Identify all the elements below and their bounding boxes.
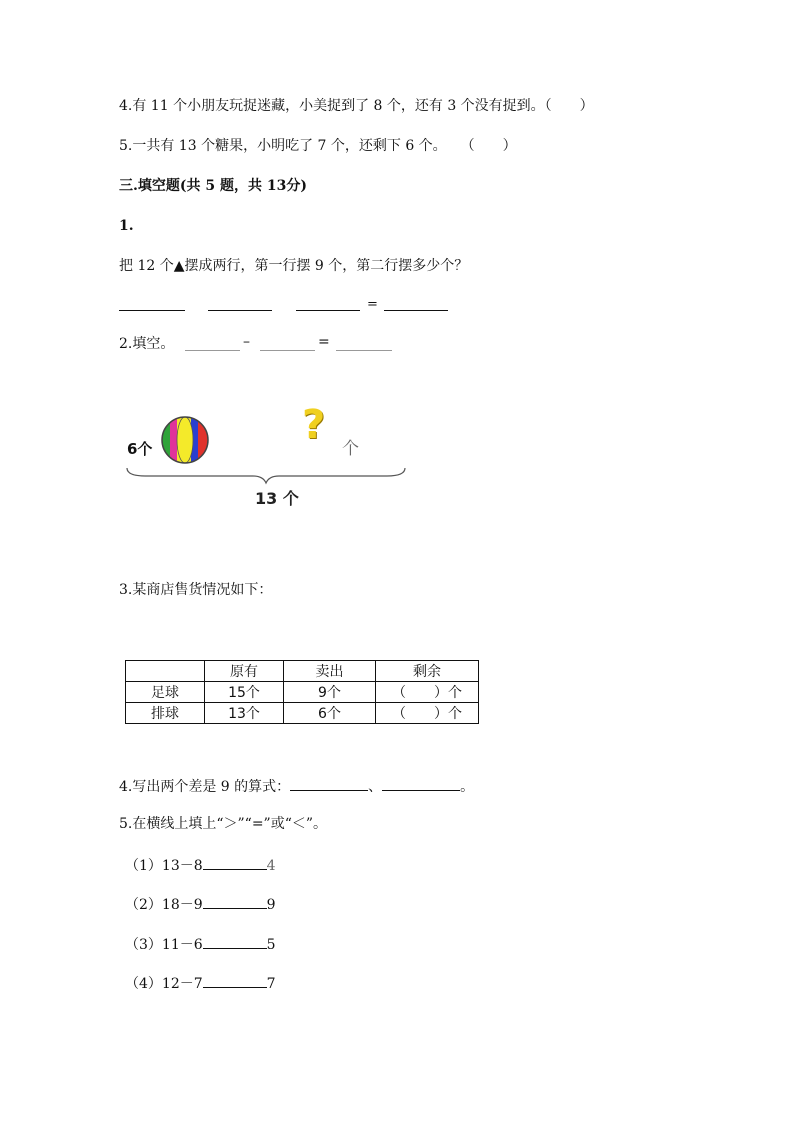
- q5-item-1: [125, 855, 276, 875]
- q2-prefix: 2.填空。: [119, 336, 175, 352]
- judge-item-5-text: 5.一共有 13 个糖果，小明吃了 7 个，还剩下 6 个。 （ ）: [119, 138, 517, 154]
- table-header-cell: [126, 661, 205, 682]
- q4-blank-1[interactable]: [290, 776, 368, 791]
- table-cell: 排球: [126, 703, 205, 724]
- q5-item-label: （2）18－9: [125, 897, 203, 913]
- q5-item-blank[interactable]: [203, 934, 267, 949]
- q1-blank-4[interactable]: [384, 296, 448, 311]
- q5-item-right: 5: [266, 937, 276, 953]
- section-heading: 三.填空题(共 5 题，共 13分): [119, 178, 307, 194]
- table-header-row: [126, 661, 479, 682]
- table-cell: 足球: [126, 682, 205, 703]
- q1-equals: =: [367, 297, 378, 312]
- question-mark-icon: ?: [302, 402, 326, 448]
- q5-item-label: （1）13－8: [125, 858, 203, 874]
- brace-icon: [125, 466, 407, 486]
- q5-item-label: （3）11－6: [125, 937, 203, 953]
- judge-item-5: [119, 137, 517, 155]
- q5-item-right: 4: [266, 858, 276, 874]
- table-cell: 9个: [284, 682, 376, 703]
- table-row: [126, 682, 479, 703]
- q5-text: 5.在横线上填上“＞”“=”或“＜”。: [119, 816, 328, 832]
- q4-prefix: 4.写出两个差是 9 的算式：: [119, 779, 291, 795]
- table-header-cell: 剩余: [376, 661, 479, 682]
- q2-figure: [120, 400, 410, 520]
- q1-number: 1.: [119, 218, 134, 234]
- q1-blank-3[interactable]: [296, 296, 360, 311]
- q5-item-right: 7: [266, 976, 276, 992]
- q5-item-label: （4）12－7: [125, 976, 203, 992]
- table-cell-answer[interactable]: （ ）个: [376, 682, 479, 703]
- q4-end: 。: [460, 779, 475, 795]
- q5-item-blank[interactable]: [203, 894, 267, 909]
- q5-item-3: [125, 934, 276, 954]
- q2-line: [119, 335, 174, 353]
- q5-item-blank[interactable]: [203, 855, 267, 870]
- q5-item-2: [125, 894, 276, 914]
- q1-text: 把 12 个▲摆成两行，第一行摆 9 个，第二行摆多少个？: [119, 258, 469, 274]
- ball-icon: [160, 415, 210, 465]
- table-cell: 6个: [284, 703, 376, 724]
- judge-item-4-text: 4.有 11 个小朋友玩捉迷藏，小美捉到了 8 个，还有 3 个没有捉到。（ ）: [119, 98, 594, 114]
- q5-item-blank[interactable]: [203, 973, 267, 988]
- right-count-label: 个: [342, 439, 359, 459]
- table-cell-answer[interactable]: （ ）个: [376, 703, 479, 724]
- q2-blank-2[interactable]: [260, 336, 315, 351]
- table-row: [126, 703, 479, 724]
- table-cell: 15个: [205, 682, 284, 703]
- q5-item-4: [125, 973, 276, 993]
- left-count-label: 6个: [127, 440, 153, 458]
- total-count-label: 13 个: [255, 489, 299, 508]
- q1-blank-2[interactable]: [208, 296, 272, 311]
- q2-equals: =: [318, 334, 330, 350]
- q1-blank-1[interactable]: [119, 296, 185, 311]
- sales-table: [125, 660, 479, 724]
- q4-blank-2[interactable]: [382, 776, 460, 791]
- judge-item-4: [119, 97, 594, 115]
- q2-blank-1[interactable]: [185, 336, 240, 351]
- table-header-cell: 卖出: [284, 661, 376, 682]
- q5-item-right: 9: [266, 897, 276, 913]
- q2-minus: –: [243, 334, 250, 350]
- table-header-cell: 原有: [205, 661, 284, 682]
- q2-blank-3[interactable]: [336, 336, 392, 351]
- table-cell: 13个: [205, 703, 284, 724]
- q4-line: [119, 776, 474, 796]
- q4-separator: 、: [368, 779, 383, 795]
- q3-text: 3.某商店售货情况如下：: [119, 582, 273, 598]
